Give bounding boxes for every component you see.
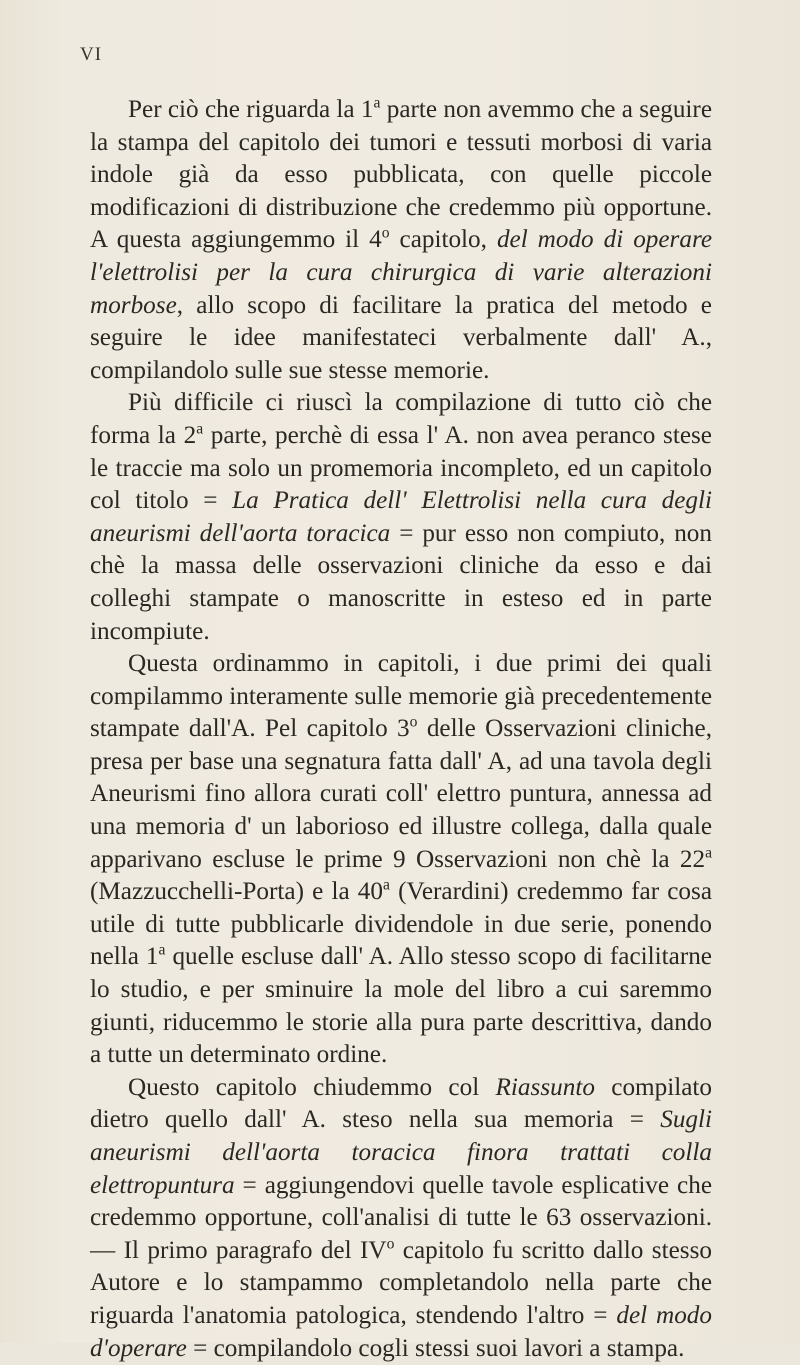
superscript: a: [158, 942, 166, 960]
italic-title: La Pratica dell' Elettrolisi nella cura degli aneurismi dell'aorta toracica: [90, 487, 712, 547]
superscript: a: [705, 844, 712, 862]
paragraph-3-segment: quelle escluse dall' A. Allo stesso scopo di facilitarne lo studio, e per sminuire la mole del libro a cui saremmo giunti, riducemmo le storie alla pura parte descrittiva, dando a tutte un determinato ordine.: [90, 943, 712, 1069]
superscript: a: [373, 94, 381, 112]
paragraph-1-segment: , allo scopo di facilitare la pratica del metodo e seguire le idee manifestateci verbalmente dall' A., compilandolo sulle sue stesse memorie.: [90, 291, 712, 384]
paragraph-4-segment: = compilandolo cogli stessi suoi lavori a stampa.: [186, 1334, 685, 1362]
italic-title: Riassunto: [495, 1073, 595, 1101]
italic-title: del modo d'operare: [90, 1301, 712, 1362]
paragraph-2-segment: Più difficile ci riuscì la compilazione di tutto ciò che forma la 2: [90, 389, 712, 449]
superscript: a: [382, 876, 390, 894]
superscript: o: [409, 713, 418, 731]
paragraph-2-segment: = pur esso non compiuto, non chè la massa delle osservazioni cliniche da esso e dai colleghi stampate o manoscritte in esteso ed in parte incompiute.: [90, 519, 712, 645]
paragraph-4-segment: = aggiungendovi quelle tavole esplicative che credemmo opportune, coll'analisi di tutte le 63 osservazioni. — Il primo paragrafo del IV: [90, 1171, 712, 1264]
paragraph-1-segment: capitolo,: [389, 226, 497, 254]
superscript: o: [386, 1235, 395, 1253]
paragraph-3: [90, 648, 712, 1072]
paragraph-2: [90, 387, 712, 648]
italic-title: Sugli aneurismi dell'aorta toracica finora trattati colla elettropuntura: [90, 1106, 712, 1199]
paragraph-3-segment: Questa ordinammo in capitoli, i due primi dei quali compilammo interamente sulle memorie già precedentemente stampate dall'A. Pel capitolo 3: [90, 650, 712, 743]
paragraph-1-segment: parte non avemmo che a seguire la stampa del capitolo dei tumori e tessuti morbosi di varia indole già da esso pubblicata, con quelle piccole modificazioni di distribuzione che credemmo più opportune. A questa aggiungemmo il 4: [90, 96, 713, 254]
paragraph-4-segment: compilato dietro quello dall' A. steso nella sua memoria =: [90, 1073, 712, 1134]
paragraph-4-segment: capitolo fu scritto dallo stesso Autore e lo stampammo completandolo nella parte che riguarda l'anatomia patologica, stendendo l'altro =: [90, 1236, 712, 1329]
superscript: o: [381, 224, 390, 242]
paragraph-1-segment: Per ciò che riguarda la 1: [128, 96, 374, 123]
paragraph-4-segment: Questo capitolo chiudemmo col: [128, 1073, 496, 1101]
body-text: [90, 94, 712, 1365]
paragraph-3-segment: delle Osservazioni cliniche, presa per base una segnatura fatta dall' A, ad una tavola degli Aneurismi fino allora curati coll' elettro puntura, annessa ad una memoria d' un laborioso ed illustre collega, dalla quale apparivano escluse le prime 9 Osservazioni non chè la 22: [90, 715, 712, 873]
paragraph-4: [90, 1072, 712, 1365]
paragraph-3-segment: (Mazzucchelli-Porta) e la 40: [90, 878, 383, 906]
paragraph-3-segment: (Verardini) credemmo far cosa utile di tutte pubblicarle dividendole in due serie, ponendo nella 1: [90, 878, 713, 971]
page-number: VI: [80, 44, 103, 65]
italic-title: del modo di operare l'elettrolisi per la cura chirurgica di varie alterazioni morbose: [90, 226, 712, 319]
paragraph-1: [90, 94, 712, 387]
paragraph-2-segment: parte, perchè di essa l' A. non avea peranco stese le traccie ma solo un promemoria incompleto, ed un capitolo col titolo =: [90, 421, 712, 515]
superscript: a: [196, 420, 204, 438]
